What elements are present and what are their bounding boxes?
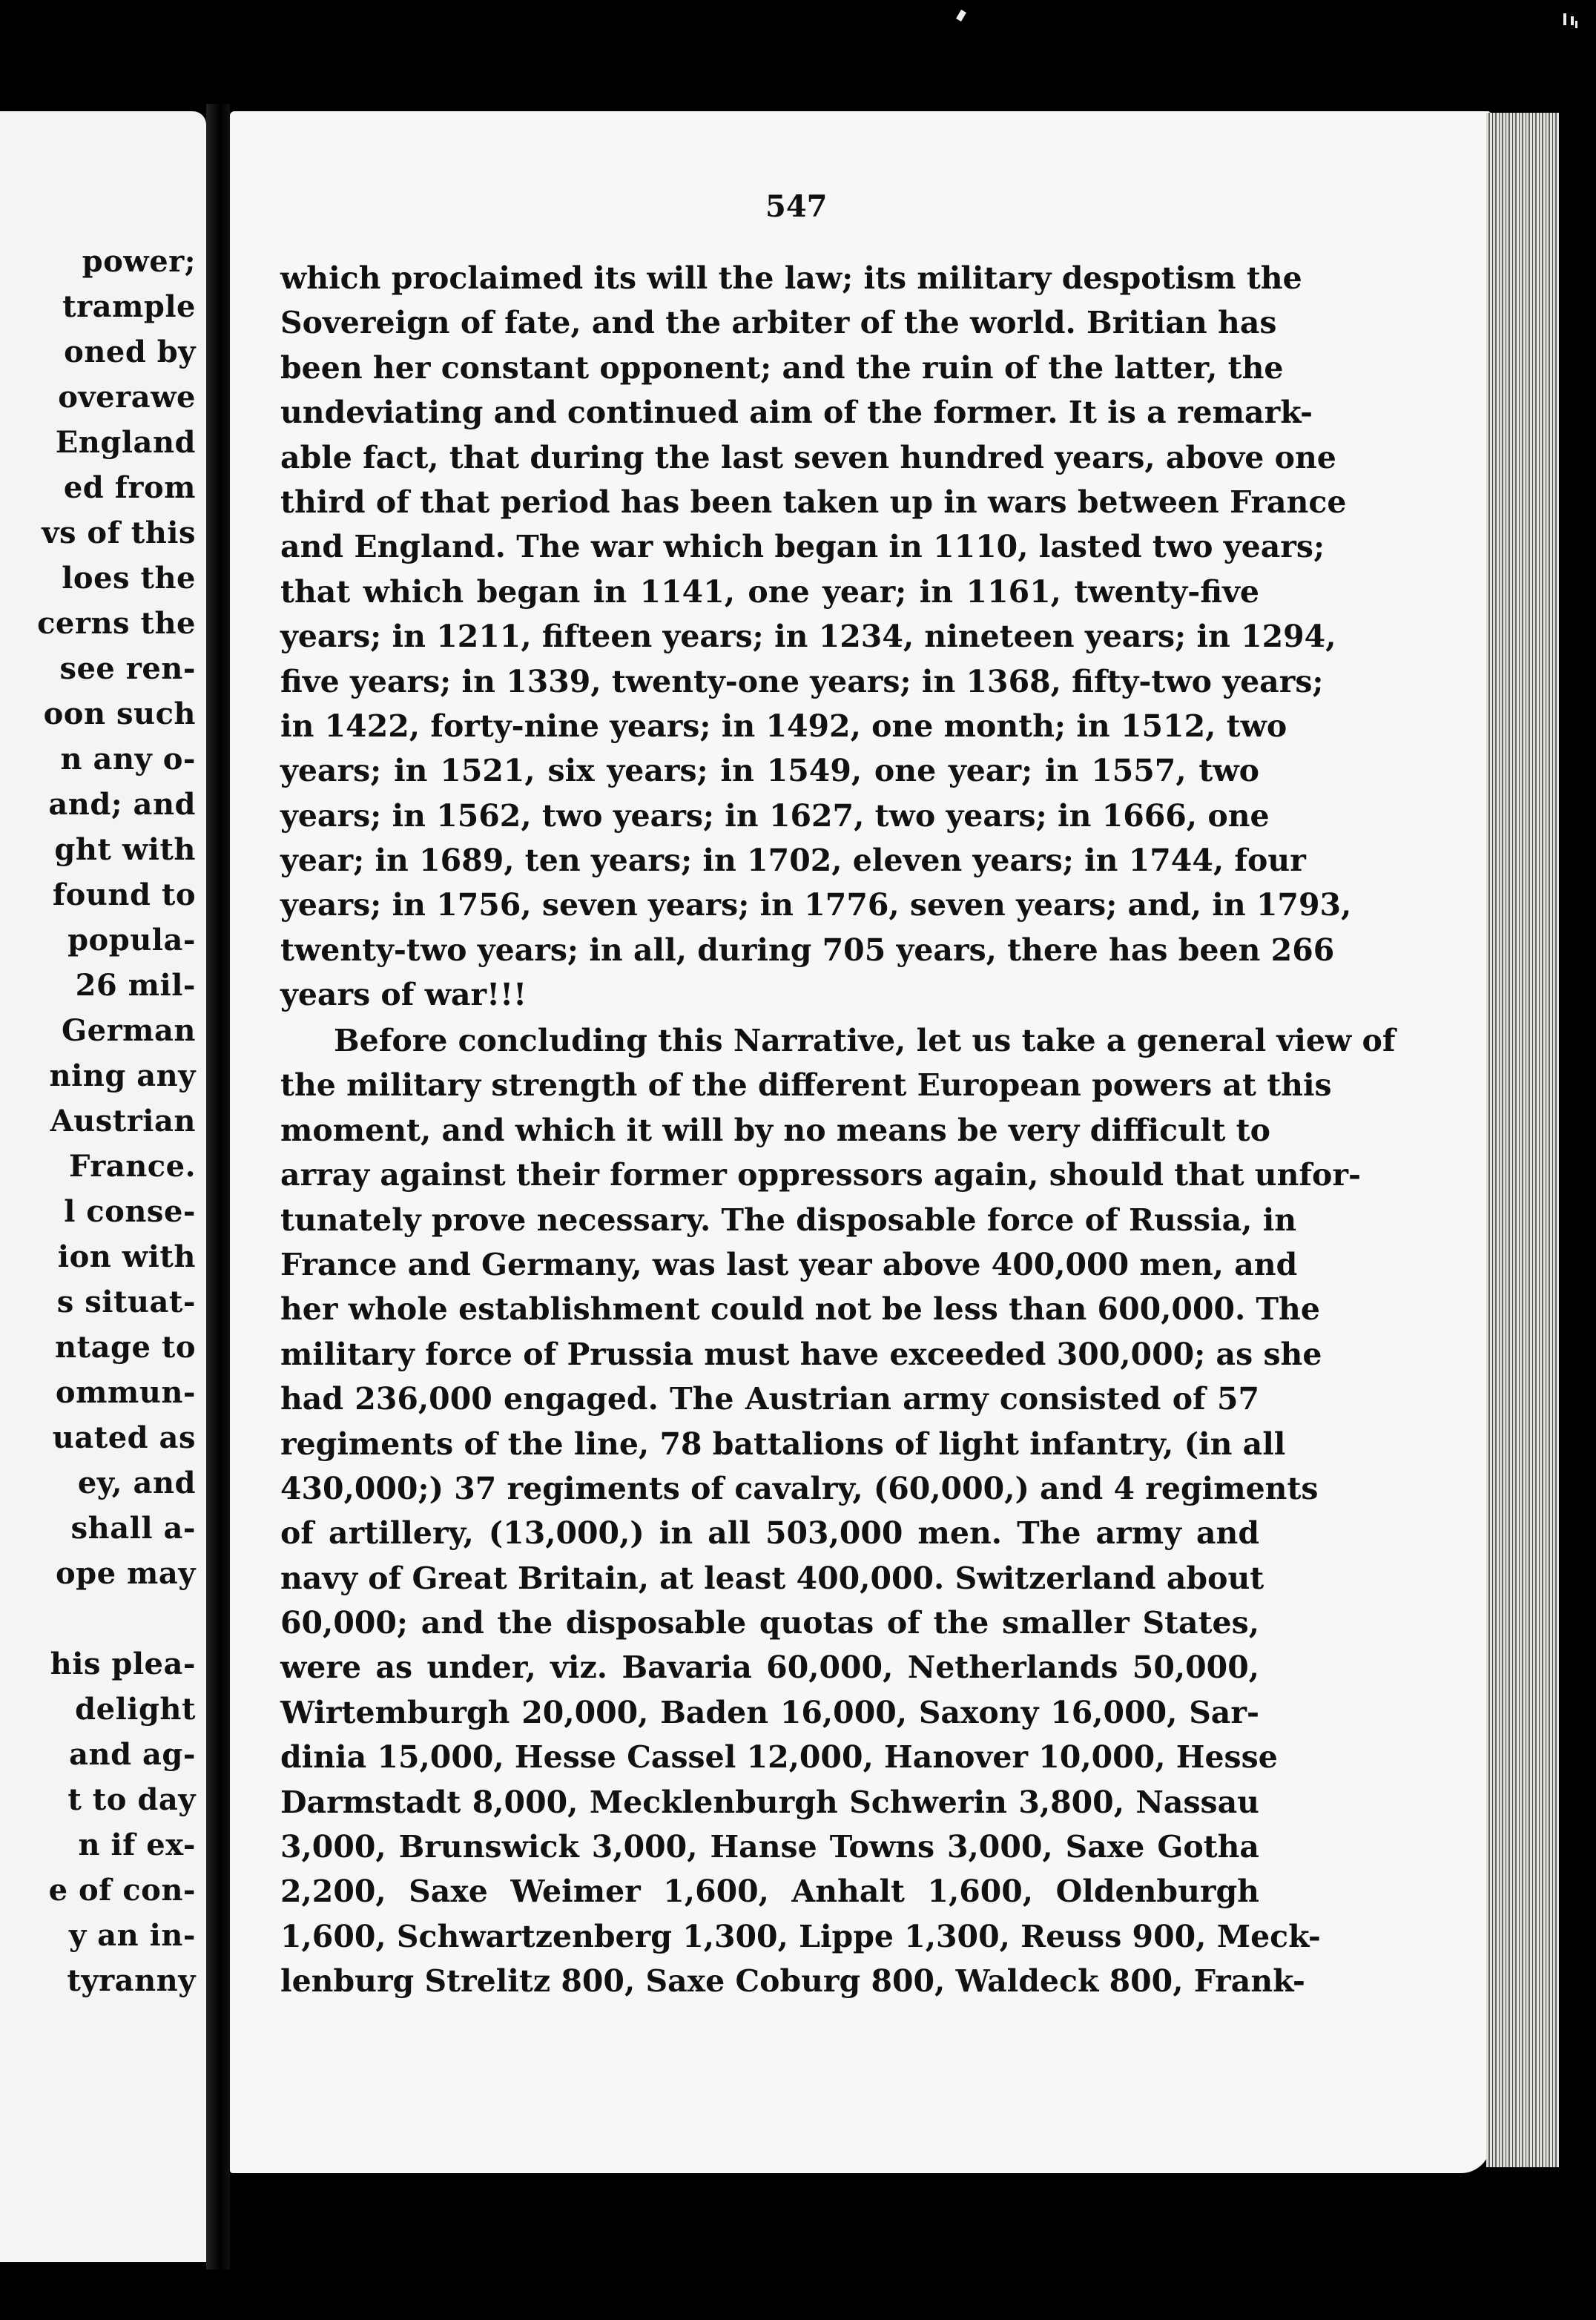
text-line: years; in 1562, two years; in 1627, two years; in 1666, one [280,797,1270,834]
facing-page-fragment: and; and [48,787,196,822]
facing-page-fragment: oned by [64,335,196,369]
facing-page-fragment: found to [52,877,196,912]
text-line: array against their former oppressors again, should that unfor- [280,1157,1362,1193]
text-line: had 236,000 engaged. The Austrian army consisted of 57 [280,1381,1259,1417]
facing-page-fragment: power; [82,244,196,279]
facing-page-fragment: n any o- [60,742,196,777]
text-line: able fact, that during the last seven hundred years, above one [280,439,1336,475]
text-line: which proclaimed its will the law; its military despotism the [280,260,1302,296]
text-line: were as under, viz. Bavaria 60,000, Netherlands 50,000, [280,1650,1259,1686]
text-line: 60,000; and the disposable quotas of the smaller States, [280,1605,1259,1641]
text-line: been her constant opponent; and the ruin of the latter, the [280,349,1284,386]
text-line: 3,000, Brunswick 3,000, Hanse Towns 3,000, Saxe Gotha [280,1829,1259,1865]
facing-page-fragment: tyranny [67,1963,196,1998]
text-line: years; in 1521, six years; in 1549, one year; in 1557, two [280,753,1259,789]
facing-page-fragment: cerns the [37,606,196,641]
facing-page-fragment: shall a- [70,1511,196,1546]
facing-page-fragment: 26 mil- [75,968,196,1003]
page-number: 547 [765,189,828,224]
facing-page-fragment: loes the [62,561,196,596]
facing-page-fragment: t to day [67,1782,196,1817]
text-line: years of war!!! [280,977,527,1013]
page-edges [1486,113,1559,2167]
facing-page-fragment: overawe [58,380,196,415]
text-line: Before concluding this Narrative, let us take a general view of [334,1023,1396,1058]
text-line: twenty-two years; in all, during 705 years, there has been 266 [280,932,1335,968]
text-line: France and Germany, was last year above 400,000 men, and [280,1246,1298,1282]
text-line: moment, and which it will by no means be very difficult to [280,1112,1270,1148]
facing-page-fragment: uated as [52,1420,196,1455]
facing-page-fragment: popula- [67,923,196,958]
paragraph-2 [280,1018,1396,2004]
text-line: 2,200, Saxe Weimer 1,600, Anhalt 1,600, Oldenburgh [280,1874,1259,1910]
text-line: of artillery, (13,000,) in all 503,000 men. The army and [280,1515,1259,1552]
text-line: military force of Prussia must have exceeded 300,000; as she [280,1336,1322,1372]
text-line: years; in 1756, seven years; in 1776, seven years; and, in 1793, [280,887,1352,923]
text-line: Darmstadt 8,000, Mecklenburgh Schwerin 3,800, Nassau [280,1784,1259,1820]
text-line: lenburg Strelitz 800, Saxe Coburg 800, Waldeck 800, Frank- [280,1963,1305,2000]
text-line: undeviating and continued aim of the former. It is a remark- [280,395,1313,431]
book-gutter [206,104,230,2270]
facing-page-fragment: y an in- [69,1918,196,1953]
text-line: third of that period has been taken up in wars between France [280,484,1347,520]
facing-page-fragment: n if ex- [78,1828,196,1862]
facing-page-fragment: ed from [63,470,196,505]
scan-artifact [1563,13,1566,25]
text-line: year; in 1689, ten years; in 1702, eleven years; in 1744, four [280,843,1306,879]
facing-page-fragment: France. [69,1149,196,1184]
scan-artifact [1575,21,1577,28]
text-line: her whole establishment could not be less than 600,000. The [280,1291,1320,1328]
facing-page-fragment: England [55,425,196,460]
text-line: Wirtemburgh 20,000, Baden 16,000, Saxony 16,000, Sar- [280,1694,1259,1730]
text-line: navy of Great Britain, at least 400,000. Switzerland about [280,1560,1264,1596]
facing-page-fragment: ey, and [77,1466,196,1500]
facing-page-fragment: oon such [43,696,196,731]
text-line: regiments of the line, 78 battalions of light infantry, (in all [280,1426,1286,1462]
text-line: 430,000;) 37 regiments of cavalry, (60,000,) and 4 regiments [280,1470,1319,1506]
facing-page-fragment: ning any [49,1058,196,1093]
text-line: dinia 15,000, Hesse Cassel 12,000, Hanover 10,000, Hesse [280,1739,1278,1776]
facing-page-fragment: Austrian [50,1104,196,1138]
text-line: 1,600, Schwartzenberg 1,300, Lippe 1,300, Reuss 900, Meck- [280,1918,1321,1954]
text-line: tunately prove necessary. The disposable force of Russia, in [280,1202,1297,1238]
facing-page-fragment: ommun- [55,1375,196,1410]
paragraph-1 [280,256,1352,1018]
facing-page-fragment [37,1596,196,1641]
facing-page-fragment: e of con- [48,1873,196,1908]
scan-border [1559,0,1596,2320]
facing-page-fragment: s situat- [56,1285,196,1319]
scan-artifact [956,10,966,22]
text-line: that which began in 1141, one year; in 1161, twenty-five [280,573,1259,610]
text-line: five years; in 1339, twenty-one years; in 1368, fifty-two years; [280,663,1324,699]
facing-page-fragment: his plea- [50,1647,196,1681]
scan-artifact [1571,16,1574,25]
facing-page-left [0,111,206,2262]
facing-page-fragment: ntage to [55,1330,196,1365]
facing-page-fragment: German [61,1013,196,1048]
facing-page-text-fragments [37,239,196,2003]
facing-page-fragment: vs of this [42,515,196,550]
facing-page-fragment: delight [75,1692,196,1727]
facing-page-fragment: ght with [54,832,196,867]
text-line: and England. The war which began in 1110, lasted two years; [280,529,1325,565]
text-line: the military strength of the different European powers at this [280,1067,1332,1104]
text-line: in 1422, forty-nine years; in 1492, one month; in 1512, two [280,708,1287,744]
facing-page-fragment: see ren- [59,651,196,686]
text-line: years; in 1211, fifteen years; in 1234, nineteen years; in 1294, [280,619,1336,655]
facing-page-fragment: and ag- [69,1737,196,1772]
facing-page-fragment: trample [62,289,196,324]
facing-page-fragment: ion with [57,1239,196,1274]
facing-page-fragment: l conse- [64,1194,196,1229]
facing-page-fragment: ope may [55,1556,196,1591]
text-line: Sovereign of fate, and the arbiter of the world. Britian has [280,305,1277,341]
